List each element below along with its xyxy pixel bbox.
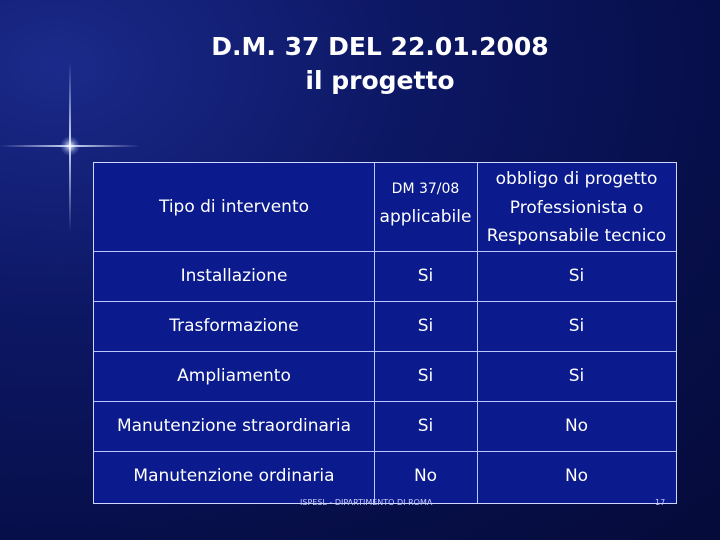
cell-tipo: Trasformazione (169, 316, 299, 336)
slide-title-line2: il progetto (305, 66, 455, 95)
page-number: 17 (655, 498, 666, 507)
cell-obbligo: Si (568, 266, 585, 286)
header-obbligo-line2: Professionista o (509, 198, 644, 218)
cell-tipo: Manutenzione straordinaria (116, 416, 352, 436)
intervention-table (93, 162, 677, 504)
slide-title-line1: D.M. 37 DEL 22.01.2008 (211, 32, 549, 61)
row-divider (94, 451, 676, 452)
cell-obbligo: No (564, 416, 589, 436)
cell-obbligo: Si (568, 366, 585, 386)
cell-obbligo: No (564, 466, 589, 486)
cell-tipo: Ampliamento (177, 366, 291, 386)
cell-dm: Si (417, 266, 434, 286)
header-dm-line2: applicabile (379, 207, 472, 227)
row-divider (94, 251, 676, 252)
cell-obbligo: Si (568, 316, 585, 336)
header-obbligo-line1: obbligo di progetto (495, 169, 658, 189)
slide-title (0, 30, 720, 98)
header-dm-line1: DM 37/08 (391, 181, 460, 197)
header-tipo-intervento: Tipo di intervento (158, 197, 310, 217)
row-divider (94, 351, 676, 352)
row-divider (94, 401, 676, 402)
cell-dm: Si (417, 366, 434, 386)
cell-dm: Si (417, 316, 434, 336)
sparkle-icon (60, 136, 80, 156)
cell-dm: No (413, 466, 438, 486)
cell-dm: Si (417, 416, 434, 436)
cell-tipo: Installazione (180, 266, 288, 286)
cell-tipo: Manutenzione ordinaria (133, 466, 335, 486)
header-obbligo-line3: Responsabile tecnico (486, 226, 667, 246)
footer-organization: ISPESL - DIPARTIMENTO DI ROMA (300, 498, 433, 507)
row-divider (94, 301, 676, 302)
